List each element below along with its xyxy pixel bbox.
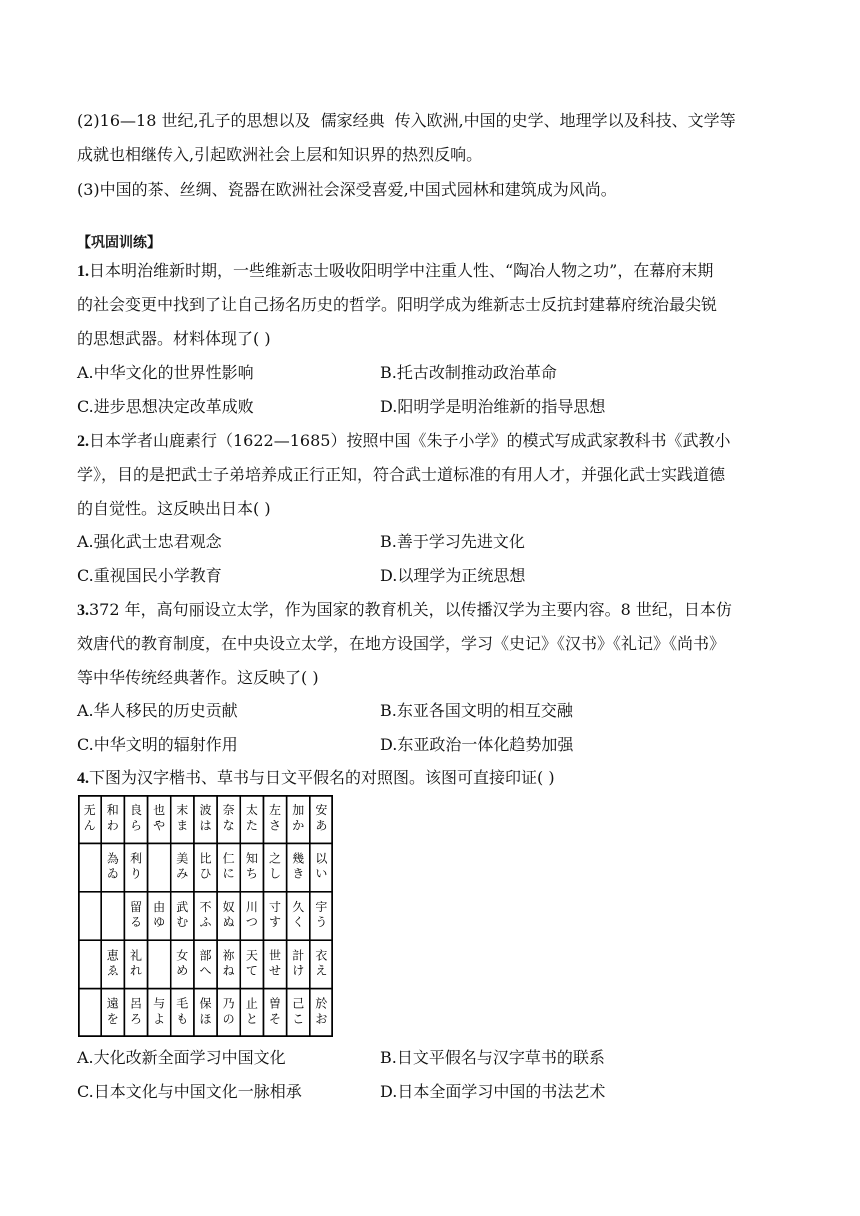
question-4-option-d[interactable]: D.日本全面学习中国的书法艺术: [380, 1082, 606, 1101]
kana-chart-cell: [78, 892, 101, 940]
kana-chart-glyph: く: [292, 915, 305, 930]
kana-chart-glyph: こ: [292, 1011, 305, 1026]
question-2-option-b[interactable]: B.善于学习先进文化: [380, 532, 525, 551]
kana-chart-glyph: つ: [245, 915, 258, 930]
kana-chart-cell: [78, 989, 101, 1037]
kana-chart-glyph: 世: [269, 948, 282, 963]
kana-chart-glyph: 祢: [222, 948, 235, 963]
kana-chart-glyph: し: [269, 866, 282, 881]
section-title: 【巩固训练】: [77, 235, 161, 251]
kana-chart-glyph: 奴: [222, 899, 235, 914]
kana-chart-glyph: 奈: [222, 803, 235, 818]
kana-chart-glyph: ま: [176, 818, 189, 833]
kana-chart-glyph: ぬ: [222, 915, 235, 930]
kana-chart-glyph: ゆ: [153, 915, 166, 930]
question-text: 372 年，高句丽设立太学，作为国家的教育机关，以传播汉学为主要内容。8 世纪，日本仿: [89, 600, 732, 619]
kana-chart-glyph: れ: [129, 963, 142, 978]
kana-chart-glyph: も: [176, 1011, 189, 1026]
kana-chart-glyph: 部: [199, 948, 212, 963]
kana-chart-glyph: 計: [292, 948, 305, 963]
kana-chart-glyph: 幾: [292, 851, 305, 866]
kana-chart-glyph: 乃: [222, 996, 235, 1011]
question-2-line-1: [77, 431, 730, 452]
kana-chart-glyph: め: [176, 963, 189, 978]
kana-chart-glyph: や: [153, 818, 166, 833]
intro-text: (2)16—18 世纪,孔子的思想以及: [77, 111, 311, 130]
question-4-line-1: [77, 768, 555, 789]
question-3-option-d[interactable]: D.东亚政治一体化趋势加强: [380, 735, 574, 754]
kana-chart-glyph: 无: [83, 803, 96, 818]
kana-chart-glyph: に: [222, 866, 235, 881]
kana-chart-glyph: 末: [176, 803, 189, 818]
kana-chart-glyph: 利: [129, 851, 142, 866]
intro-paragraph-2-line-2: 成就也相继传入,引起欧洲社会上层和知识界的热烈反响。: [77, 145, 483, 164]
intro-paragraph-3: (3)中国的茶、丝绸、瓷器在欧洲社会深受喜爱,中国式园林和建筑成为风尚。: [77, 180, 617, 199]
question-1-line-2: 的社会变更中找到了让自己扬名历史的哲学。阳明学成为维新志士反抗封建幕府统治最尖锐: [77, 295, 718, 314]
kana-chart-glyph: 礼: [129, 948, 142, 963]
kana-chart-cell: [78, 940, 101, 988]
kana-chart-glyph: 呂: [129, 996, 142, 1011]
kana-chart-glyph: 留: [129, 899, 142, 914]
question-1-option-c[interactable]: C.进步思想决定改革成败: [77, 397, 254, 416]
question-1-option-b[interactable]: B.托古改制推动政治革命: [380, 363, 557, 382]
question-4-option-a[interactable]: A.大化改新全面学习中国文化: [77, 1048, 286, 1067]
question-1-line-3: 的思想武器。材料体现了( ): [77, 329, 271, 348]
question-text: 下图为汉字楷书、草书与日文平假名的对照图。该图可直接印证( ): [89, 768, 555, 787]
kana-chart-glyph: 和: [106, 803, 119, 818]
kana-chart-glyph: た: [245, 818, 258, 833]
question-2-option-c[interactable]: C.重视国民小学教育: [77, 566, 222, 585]
kana-chart-glyph: 良: [129, 803, 142, 818]
kana-chart-glyph: 由: [153, 899, 166, 914]
kana-chart-glyph: 之: [269, 851, 282, 866]
kana-chart-glyph: ふ: [199, 915, 212, 930]
question-3-option-c[interactable]: C.中华文明的辐射作用: [77, 735, 238, 754]
kana-chart-glyph: 安: [315, 803, 328, 818]
question-3-line-3: 等中华传统经典著作。这反映了( ): [77, 668, 319, 687]
kana-chart-glyph: 仁: [222, 851, 235, 866]
kana-chart-glyph: あ: [315, 818, 328, 833]
kana-chart-glyph: ゐ: [106, 866, 119, 881]
kana-chart-glyph: 寸: [269, 899, 282, 914]
kana-chart-glyph: 恵: [106, 948, 119, 963]
kana-chart-glyph: い: [315, 866, 328, 881]
kana-chart-glyph: 保: [199, 996, 212, 1011]
kana-chart-glyph: ひ: [199, 866, 212, 881]
kana-chart-glyph: 毛: [176, 996, 189, 1011]
kana-chart-glyph: む: [176, 915, 189, 930]
kana-chart-glyph: ん: [83, 818, 96, 833]
question-1-line-1: [77, 261, 713, 282]
kana-chart-glyph: ち: [245, 866, 258, 881]
kana-chart-glyph: 宇: [315, 899, 328, 914]
kana-chart-glyph: そ: [269, 1011, 282, 1026]
question-2-line-3: 的自觉性。这反映出日本( ): [77, 499, 271, 518]
kana-chart-glyph: 加: [292, 803, 305, 818]
question-1-option-a[interactable]: A.中华文化的世界性影响: [77, 363, 254, 382]
kana-chart-glyph: 与: [153, 996, 166, 1011]
kana-chart-glyph: と: [245, 1011, 258, 1026]
kana-chart-glyph: え: [315, 963, 328, 978]
kana-chart-glyph: て: [245, 963, 258, 978]
kana-chart-glyph: な: [222, 818, 235, 833]
kana-chart-glyph: 於: [315, 996, 328, 1011]
question-1-option-d[interactable]: D.阳明学是明治维新的指导思想: [380, 397, 606, 416]
kana-chart-glyph: ら: [129, 818, 142, 833]
kana-chart-glyph: へ: [199, 963, 212, 978]
kana-chart-glyph: せ: [269, 963, 282, 978]
kana-chart-glyph: 天: [245, 948, 258, 963]
kana-chart-glyph: 衣: [315, 948, 328, 963]
kana-chart-glyph: 美: [176, 851, 189, 866]
kana-chart-glyph: 以: [315, 851, 328, 866]
kana-chart-glyph: る: [129, 915, 142, 930]
kana-chart-glyph: ろ: [129, 1011, 142, 1026]
kana-chart-glyph: か: [292, 818, 305, 833]
kana-chart-glyph: わ: [106, 818, 119, 833]
kana-chart-glyph: 左: [269, 803, 282, 818]
kana-chart-glyph: 武: [176, 899, 189, 914]
question-number: 4.: [77, 770, 89, 787]
kana-chart-cell: [148, 940, 171, 988]
kana-chart-glyph: 也: [153, 803, 166, 818]
question-3-option-a[interactable]: A.华人移民的历史贡献: [77, 701, 238, 720]
kana-chart-glyph: 太: [245, 803, 258, 818]
question-2-line-2: 学》，目的是把武士子弟培养成正行正知，符合武士道标准的有用人才，并强化武士实践道德: [77, 465, 726, 484]
kana-comparison-chart: [78, 795, 333, 1037]
kana-chart-glyph: ね: [222, 963, 235, 978]
kana-chart-cell: [148, 843, 171, 891]
kana-chart-glyph: 己: [292, 996, 305, 1011]
kana-chart-glyph: 不: [199, 899, 212, 914]
kana-chart-cell: [78, 843, 101, 891]
kana-chart-glyph: ゑ: [106, 963, 119, 978]
kana-chart-glyph: お: [315, 1011, 328, 1026]
kana-chart-glyph: ほ: [199, 1011, 212, 1026]
kana-chart-glyph: り: [129, 866, 142, 881]
question-4-option-b[interactable]: B.日文平假名与汉字草书的联系: [380, 1048, 605, 1067]
intro-text: 传入欧洲,中国的史学、地理学以及科技、文学等: [394, 111, 736, 130]
kana-chart-glyph: 為: [106, 851, 119, 866]
kana-chart-glyph: を: [106, 1011, 119, 1026]
kana-chart-glyph: き: [292, 866, 305, 881]
kana-chart-glyph: け: [292, 963, 305, 978]
question-number: 3.: [77, 602, 89, 619]
kana-chart-glyph: す: [269, 915, 282, 930]
kana-chart-glyph: 久: [292, 899, 305, 914]
kana-chart-glyph: よ: [153, 1011, 166, 1026]
kana-chart-glyph: 曽: [269, 996, 282, 1011]
question-number: 2.: [77, 433, 89, 450]
question-4-option-c[interactable]: C.日本文化与中国文化一脉相承: [77, 1082, 302, 1101]
kana-chart-glyph: 止: [245, 996, 258, 1011]
intro-paragraph-2-line-1: [77, 111, 736, 131]
question-3-line-1: [77, 600, 732, 621]
kana-chart-glyph: み: [176, 866, 189, 881]
kana-chart-glyph: 知: [245, 851, 258, 866]
kana-chart-glyph: の: [222, 1011, 235, 1026]
kana-chart-glyph: 比: [199, 851, 212, 866]
question-3-option-b[interactable]: B.东亚各国文明的相互交融: [380, 701, 573, 720]
question-2-option-d[interactable]: D.以理学为正统思想: [380, 566, 526, 585]
kana-chart-glyph: は: [199, 818, 212, 833]
kana-chart-glyph: 遠: [106, 996, 119, 1011]
intro-keyword: 儒家经典: [320, 111, 385, 130]
question-number: 1.: [77, 263, 89, 280]
kana-chart-cell: [101, 892, 124, 940]
question-3-line-2: 效唐代的教育制度，在中央设立太学，在地方设国学，学习《史记》《汉书》《礼记》《尚书》: [77, 634, 726, 653]
kana-chart-glyph: 川: [245, 899, 258, 914]
question-2-option-a[interactable]: A.强化武士忠君观念: [77, 532, 222, 551]
kana-chart-glyph: さ: [269, 818, 282, 833]
kana-chart-glyph: 女: [176, 948, 189, 963]
kana-chart-glyph: 波: [199, 803, 212, 818]
kana-chart-glyph: う: [315, 915, 328, 930]
question-text: 日本明治维新时期，一些维新志士吸收阳明学中注重人性、“陶冶人物之功”，在幕府末期: [89, 261, 714, 280]
question-text: 日本学者山鹿素行（1622—1685）按照中国《朱子小学》的模式写成武家教科书《武教小: [89, 431, 731, 450]
